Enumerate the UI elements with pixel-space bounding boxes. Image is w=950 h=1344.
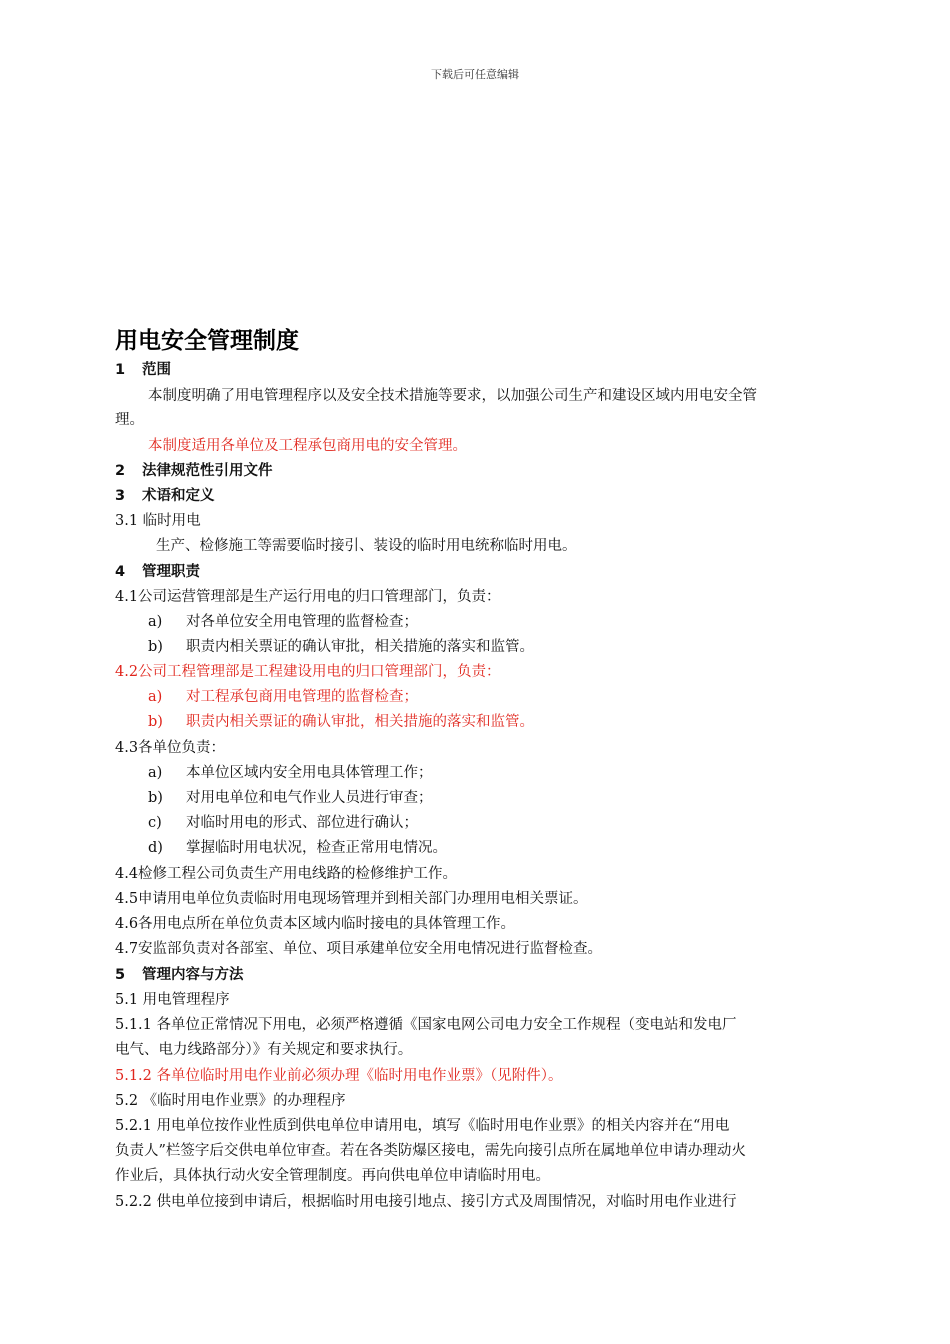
section-1-heading: [115, 363, 171, 378]
clause-5-1-1: 5.1.1 各单位正常情况下用电，必须严格遵循《国家电网公司电力安全工作规程（变电站和发电厂: [115, 1017, 737, 1033]
list-item: b) 对用电单位和电气作业人员进行审查；: [148, 790, 433, 806]
section-3-heading: [115, 489, 215, 504]
paragraph: 本制度明确了用电管理程序以及安全技术措施等要求，以加强公司生产和建设区域内用电安全管: [148, 388, 757, 404]
section-5-heading: [115, 968, 244, 983]
section-number: 2: [115, 463, 126, 479]
paragraph: 理。: [115, 412, 144, 428]
list-item: b) 职责内相关票证的确认审批，相关措施的落实和监管。: [148, 714, 534, 730]
clause-4-7: 4.7安监部负责对各部室、单位、项目承建单位安全用电情况进行监督检查。: [115, 941, 603, 957]
section-2-heading: [115, 464, 273, 479]
clause-5-2-2: 5.2.2 供电单位接到申请后，根据临时用电接引地点、接引方式及周围情况，对临时用电作业进行: [115, 1194, 737, 1210]
list-item: a) 对各单位安全用电管理的监督检查；: [148, 614, 418, 630]
subsection-3-1: 3.1 临时用电: [115, 513, 201, 529]
document-title: 用电安全管理制度: [115, 328, 299, 354]
list-item: b) 职责内相关票证的确认审批，相关措施的落实和监管。: [148, 639, 534, 655]
section-title: 管理职责: [142, 564, 200, 580]
clause-4-1: 4.1公司运营管理部是生产运行用电的归口管理部门，负责：: [115, 589, 501, 605]
clause-5-2-1-cont: 负责人”栏签字后交供电单位审查。若在各类防爆区接电，需先向接引点所在属地单位申请办理动火: [115, 1143, 746, 1159]
section-4-heading: [115, 565, 200, 580]
section-title: 管理内容与方法: [142, 967, 244, 983]
list-item: c) 对临时用电的形式、部位进行确认；: [148, 815, 418, 831]
clause-4-5: 4.5申请用电单位负责临时用电现场管理并到相关部门办理用电相关票证。: [115, 891, 588, 907]
clause-5-1-1-cont: 电气、电力线路部分）》有关规定和要求执行。: [115, 1042, 413, 1058]
section-title: 术语和定义: [142, 488, 215, 504]
header-note: 下载后可任意编辑: [431, 68, 519, 81]
section-number: 5: [115, 967, 126, 983]
list-item: a) 对工程承包商用电管理的监督检查；: [148, 689, 418, 705]
subsection-5-1: 5.1 用电管理程序: [115, 992, 230, 1008]
section-number: 3: [115, 488, 126, 504]
clause-4-3: 4.3各单位负责：: [115, 740, 226, 756]
section-title: 法律规范性引用文件: [142, 463, 273, 479]
paragraph: 生产、检修施工等需要临时接引、装设的临时用电统称临时用电。: [156, 538, 577, 554]
clause-5-1-2: 5.1.2 各单位临时用电作业前必须办理《临时用电作业票》（见附件）。: [115, 1068, 563, 1084]
clause-5-2-1-cont: 作业后，具体执行动火安全管理制度。再向供电单位申请临时用电。: [115, 1168, 550, 1184]
section-number: 1: [115, 362, 126, 378]
clause-5-2-1: 5.2.1 用电单位按作业性质到供电单位申请用电，填写《临时用电作业票》的相关内容并在“用电: [115, 1118, 730, 1134]
section-number: 4: [115, 564, 126, 580]
section-title: 范围: [142, 362, 171, 378]
clause-4-6: 4.6各用电点所在单位负责本区域内临时接电的具体管理工作。: [115, 916, 516, 932]
clause-4-4: 4.4检修工程公司负责生产用电线路的检修维护工作。: [115, 866, 458, 882]
paragraph-highlight: 本制度适用各单位及工程承包商用电的安全管理。: [148, 438, 467, 454]
subsection-5-2: 5.2 《临时用电作业票》的办理程序: [115, 1093, 346, 1109]
list-item: d) 掌握临时用电状况，检查正常用电情况。: [148, 840, 447, 856]
clause-4-2: 4.2公司工程管理部是工程建设用电的归口管理部门，负责：: [115, 664, 501, 680]
list-item: a) 本单位区域内安全用电具体管理工作；: [148, 765, 433, 781]
